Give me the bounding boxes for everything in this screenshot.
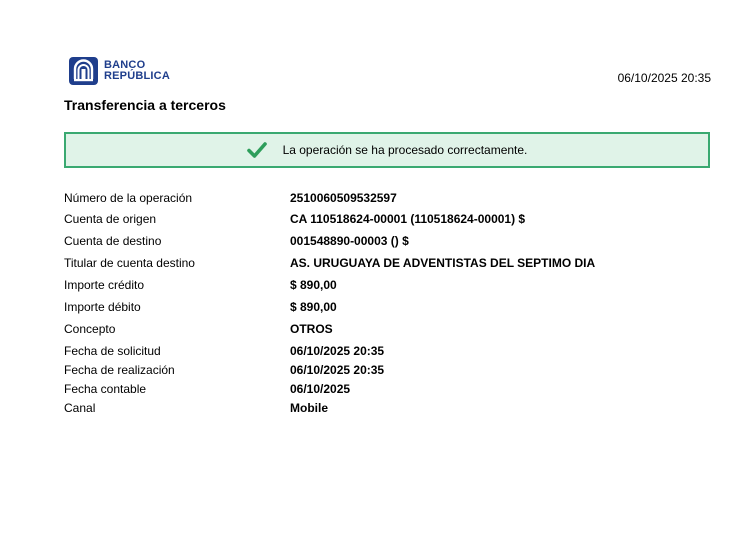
detail-value: $ 890,00	[290, 278, 337, 292]
detail-label: Importe débito	[64, 300, 141, 314]
bank-logo-icon	[69, 57, 98, 85]
bank-logo	[69, 57, 170, 85]
header-datetime: 06/10/2025 20:35	[617, 71, 711, 85]
detail-value: 001548890-00003 () $	[290, 234, 409, 248]
detail-value: 06/10/2025 20:35	[290, 363, 385, 377]
detail-value: 06/10/2025 20:35	[290, 344, 385, 358]
checkmark-icon	[247, 141, 267, 159]
detail-label: Cuenta de origen	[64, 212, 157, 226]
detail-label: Importe crédito	[64, 278, 145, 292]
detail-value: AS. URUGUAYA DE ADVENTISTAS DEL SEPTIMO DIA	[290, 256, 596, 270]
detail-value: OTROS	[290, 322, 333, 336]
detail-label: Concepto	[64, 322, 116, 336]
detail-label: Fecha de solicitud	[64, 344, 161, 358]
detail-value: CA 110518624-00001 (110518624-00001) $	[290, 212, 526, 226]
detail-label: Cuenta de destino	[64, 234, 162, 248]
bank-name-line2: REPÚBLICA	[104, 70, 170, 82]
detail-value: 06/10/2025	[290, 382, 351, 396]
detail-label: Número de la operación	[64, 191, 193, 205]
detail-value: 2510060509532597	[290, 191, 397, 205]
detail-label: Canal	[64, 401, 96, 415]
success-message: La operación se ha procesado correctamente.	[282, 143, 528, 157]
detail-value: Mobile	[290, 401, 328, 415]
bank-name-line1: BANCO	[104, 59, 146, 71]
detail-label: Fecha de realización	[64, 363, 175, 377]
bank-name	[104, 60, 170, 82]
detail-label: Fecha contable	[64, 382, 147, 396]
success-banner	[64, 132, 710, 168]
page-title: Transferencia a terceros	[64, 97, 226, 113]
detail-label: Titular de cuenta destino	[64, 256, 195, 270]
detail-value: $ 890,00	[290, 300, 337, 314]
